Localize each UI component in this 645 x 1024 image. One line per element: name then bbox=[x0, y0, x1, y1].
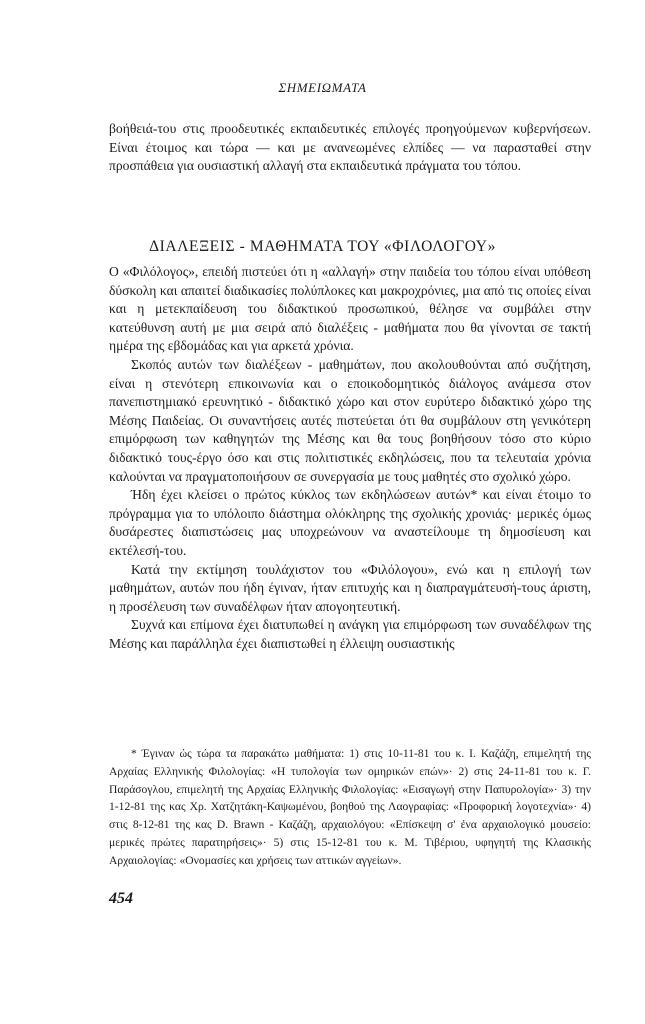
intro-paragraph: βοήθειά-του στις προοδευτικές εκπαιδευτικές επιλογές προηγούμενων κυβερνήσεων. Είναι έτοιμος και τώρα — και με ανανεωμένες ελπίδες — να παρασταθεί στην προσπάθεια για ουσιαστική αλλαγή στα εκπαιδευτικά πράγματα του τόπου. bbox=[109, 121, 591, 174]
footnote: * Έγιναν ώς τώρα τα παρακάτω μαθήματα: 1) στις 10-11-81 του κ. Ι. Καζάζη, επιμελητή της Αρχαίας Ελληνικής Φιλολογίας: «Η τυπολογία των ομηρικών επών»· 2) στις 24-11-81 του κ. Γ. Παράσογλου, επιμελητή της Αρχαίας Ελληνικής Φιλολογίας: «Εισαγωγή στην Παπυρολογία»· 3) την 1-12-81 της κας Χρ. Χατζητάκη-Καψωμένου, βοηθού της Λαογραφίας: «Προφορική λογοτεχνία»· 4) στις 8-12-81 της κας D. Brawn - Καζάζη, αρχαιολόγου: «Επίσκεψη σ' ένα αρχαιολογικό μουσείο: μερικές πρώτες παρατηρήσεις»· 5) στις 15-12-81 του κ. Μ. Τιβέριου, υφηγητή της Κλασικής Αρχαιολογίας: «Ονομασίες και χρήσεις των αττικών αγγείων». bbox=[109, 747, 591, 867]
page-number: 454 bbox=[109, 890, 133, 907]
section-heading: ΔΙΑΛΕΞΕΙΣ - ΜΑΘΗΜΑΤΑ ΤΟΥ «ΦΙΛΟΛΟΓΟΥ» bbox=[149, 238, 496, 255]
body-paragraph-3: Ήδη έχει κλείσει ο πρώτος κύκλος των εκδηλώσεων αυτών* και είναι έτοιμο το πρόγραμμα για το υπόλοιπο διάστημα ολόκληρης της σχολικής χρονιάς· μερικές όμως δυσάρεστες διαπιστώσεις μας υποχρεώνουν να αναστείλουμε τη δημοσίευση και εκτέλεσή-του. bbox=[109, 487, 591, 558]
running-head: ΣΗΜΕΙΩΜΑΤΑ bbox=[278, 80, 367, 95]
body-paragraph-2: Σκοπός αυτών των διαλέξεων - μαθημάτων, που ακολουθούνται από συζήτηση, είναι η στενότερη επικοινωνία και ο εποικοδομητικός διάλογος ανάμεσα στον πανεπιστημιακό ερευνητικό - διδακτικό χώρο και στον ευρύτερο διδακτικό χώρο της Μέσης Παιδείας. Οι συναντήσεις αυτές πιστεύεται ότι θα συμβάλουν στη γενικότερη επιμόρφωση των καθηγητών της Μέσης και θα τους βοηθήσουν τόσο στο κύριο διδακτικό τους-έργο όσο και στις πολιτιστικές εκδηλώσεις, που τα τελευταία χρόνια καλούνται να πραγματοποιήσουν σε συνεργασία με τους μαθητές στο σχολικό χώρο. bbox=[109, 356, 591, 484]
article-body bbox=[109, 263, 591, 653]
body-paragraph-5: Συχνά και επίμονα έχει διατυπωθεί η ανάγκη για επιμόρφωση των συναδέλφων της Μέσης και παράλληλα έχει διαπιστωθεί η έλλειψη ουσιαστικής bbox=[109, 617, 591, 651]
body-paragraph-4: Κατά την εκτίμηση τουλάχιστον του «Φιλόλογου», ενώ και η επιλογή των μαθημάτων, αυτών που ήδη έγιναν, ήταν επιτυχής και η διαπραγμάτευσή-τους άριστη, η προσέλευση των συναδέλφων ήταν απογοητευτική. bbox=[109, 561, 591, 614]
body-paragraph-1: Ο «Φιλόλογος», επειδή πιστεύει ότι η «αλλαγή» στην παιδεία του τόπου είναι υπόθεση δύσκολη και απαιτεί διαδικασίες πολύπλοκες και μακροχρόνιες, μια από τις οποίες είναι και η μετεκπαίδευση του διδακτικού προσωπικού, θέλησε να συμβάλει στην κατεύθυνση αυτή με μια σειρά από διαλέξεις - μαθήματα που θα γίνονται σε τακτή ημέρα της εβδομάδας και για αρκετά χρόνια. bbox=[109, 264, 591, 354]
